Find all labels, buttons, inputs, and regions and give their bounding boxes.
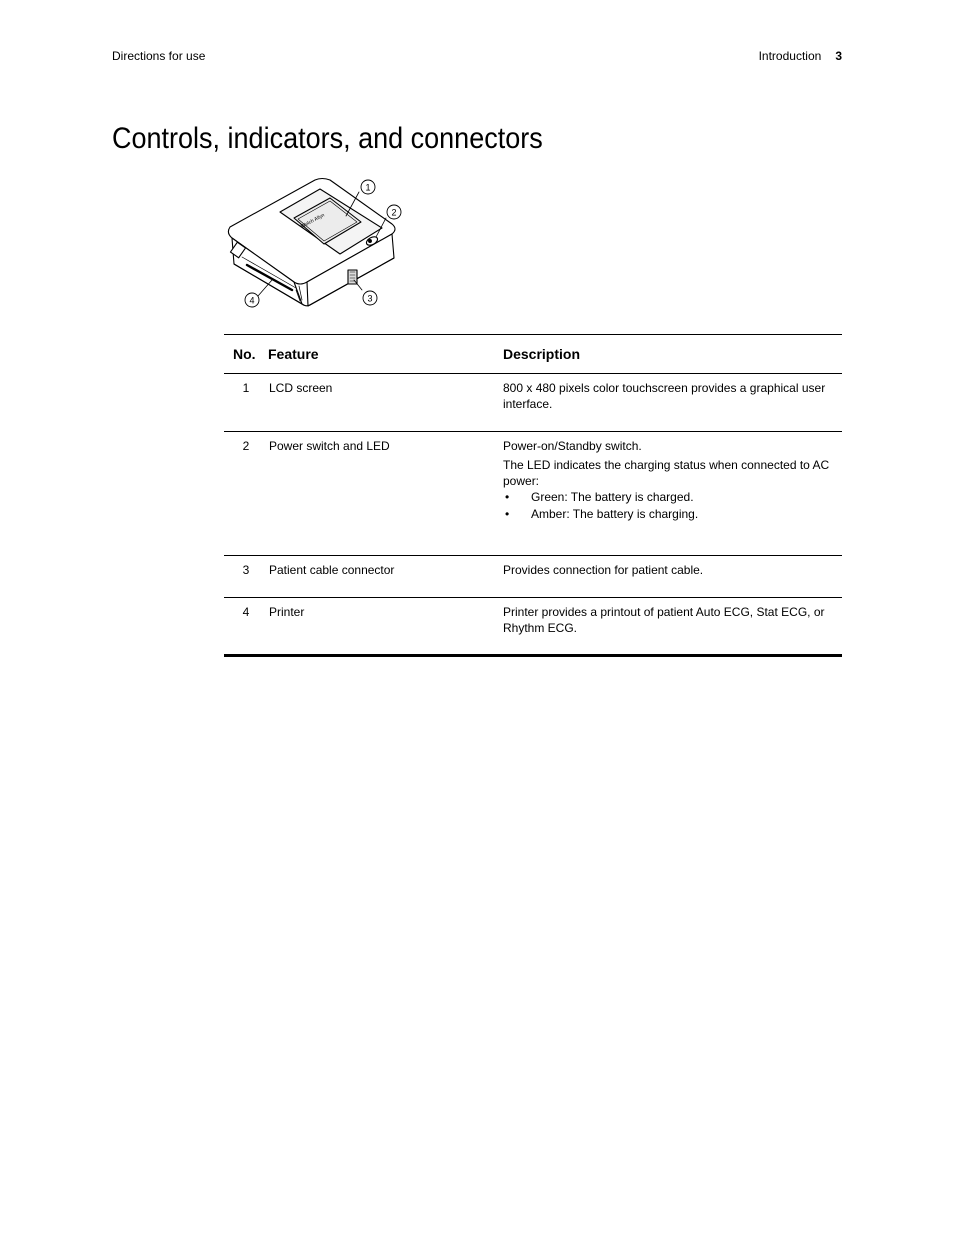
ecg-device-drawing [222,172,412,314]
row-number: 2 [224,432,268,556]
column-header-description: Description [503,335,842,374]
row-number: 1 [224,374,268,432]
page-title: Controls, indicators, and connectors [112,122,543,155]
bullet-item: • Amber: The battery is charging. [503,506,842,523]
row-description [503,556,842,598]
column-header-no: No. [224,335,268,374]
table-row [224,374,842,432]
row-feature: Printer [268,598,503,656]
running-header-section: Introduction [758,49,822,63]
callout-4: 4 [249,295,255,306]
features-table [224,334,842,657]
page-number: 3 [835,49,842,63]
device-illustration [222,172,412,314]
description-text: Provides connection for patient cable. [503,563,704,577]
row-description [503,598,842,656]
bullet-item: • Green: The battery is charged. [503,489,842,506]
row-feature: LCD screen [268,374,503,432]
callout-2: 2 [391,207,397,218]
description-text: The LED indicates the charging status when connected to AC power: [503,458,830,488]
description-bullet-list [503,489,842,523]
description-text: Power-on/Standby switch. [503,439,642,453]
row-description [503,432,842,556]
description-text: 800 x 480 pixels color touchscreen provides a graphical user interface. [503,381,826,411]
column-header-feature: Feature [268,335,503,374]
row-number: 4 [224,598,268,656]
row-description [503,374,842,432]
callout-3: 3 [367,293,373,304]
description-text: Printer provides a printout of patient Auto ECG, Stat ECG, or Rhythm ECG. [503,605,825,635]
table-header-row [224,335,842,374]
brand-label: Welch Allyn [300,212,326,230]
row-feature: Patient cable connector [268,556,503,598]
running-header-doc-title: Directions for use [112,49,206,63]
table-row [224,556,842,598]
running-header-right [759,49,842,63]
row-feature: Power switch and LED [268,432,503,556]
row-number: 3 [224,556,268,598]
table-row [224,598,842,656]
table-row [224,432,842,556]
callout-1: 1 [365,182,371,193]
